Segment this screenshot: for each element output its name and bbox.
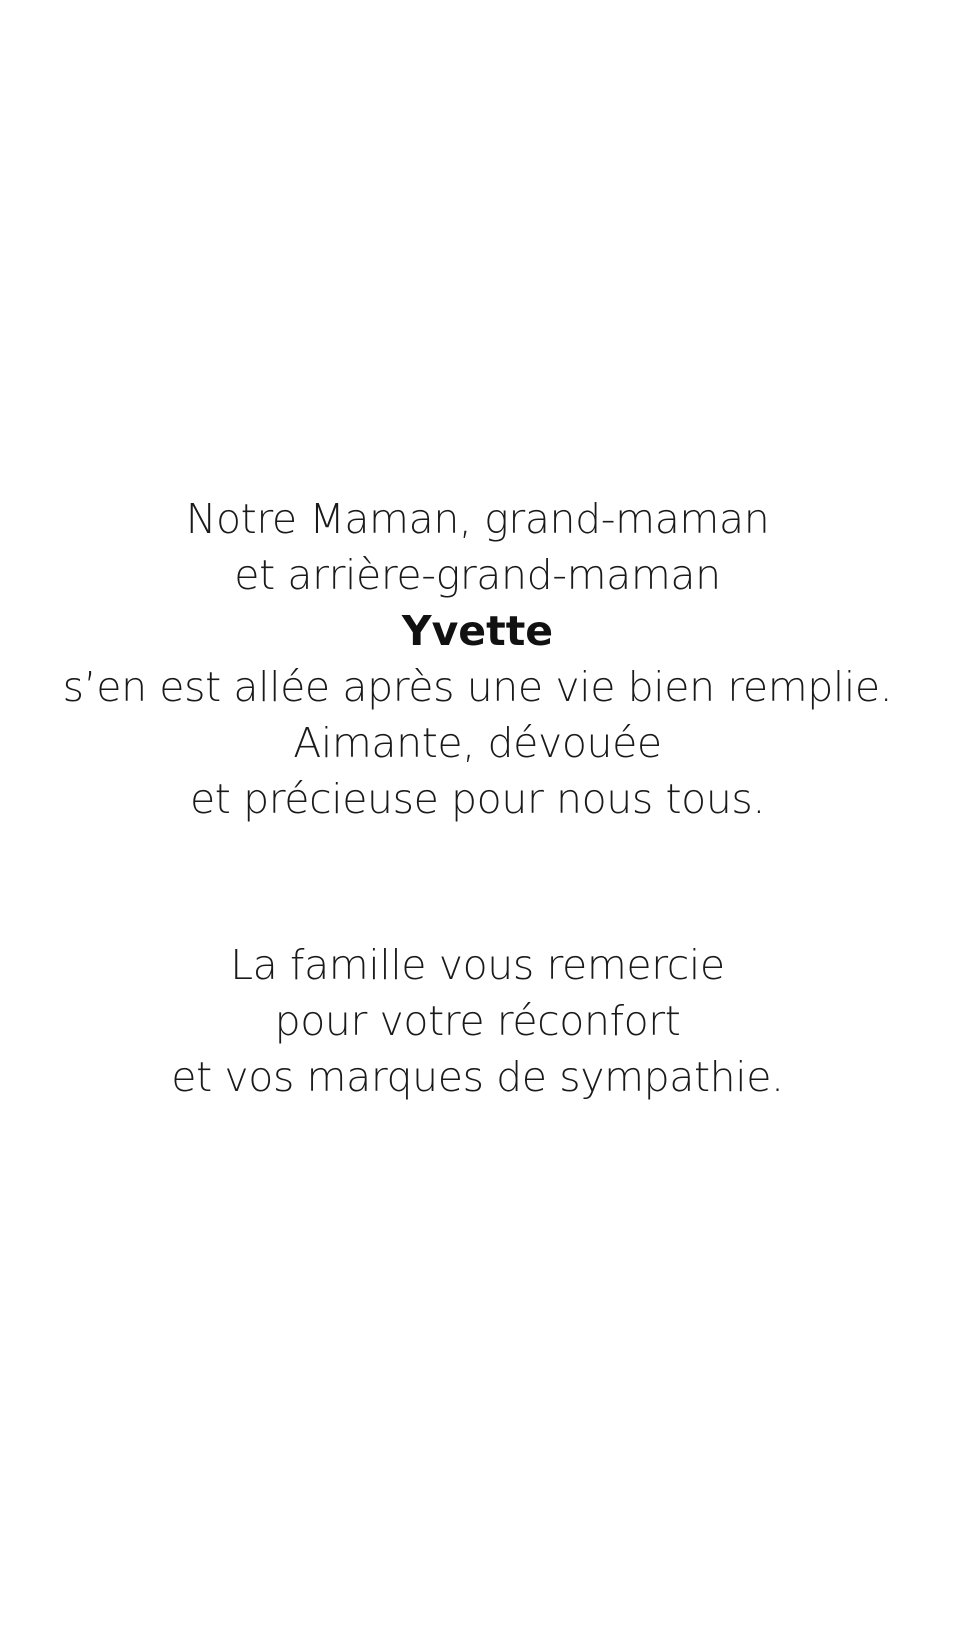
announcement-block [0,491,955,827]
deceased-name: Yvette [401,607,554,655]
announcement-line-3: s’en est allée après une vie bien remplie. [62,663,893,711]
thanks-line-2: pour votre réconfort [274,997,681,1045]
thanks-block [0,937,955,1105]
announcement-line-5: et précieuse pour nous tous. [189,775,766,823]
announcement-line-2: et arrière-grand-maman [234,551,721,599]
thanks-line-1: La famille vous remercie [230,941,725,989]
announcement-line-1: Notre Maman, grand-maman [185,495,770,543]
announcement-line-4: Aimante, dévouée [293,719,662,767]
thanks-line-3: et vos marques de sympathie. [171,1053,784,1101]
